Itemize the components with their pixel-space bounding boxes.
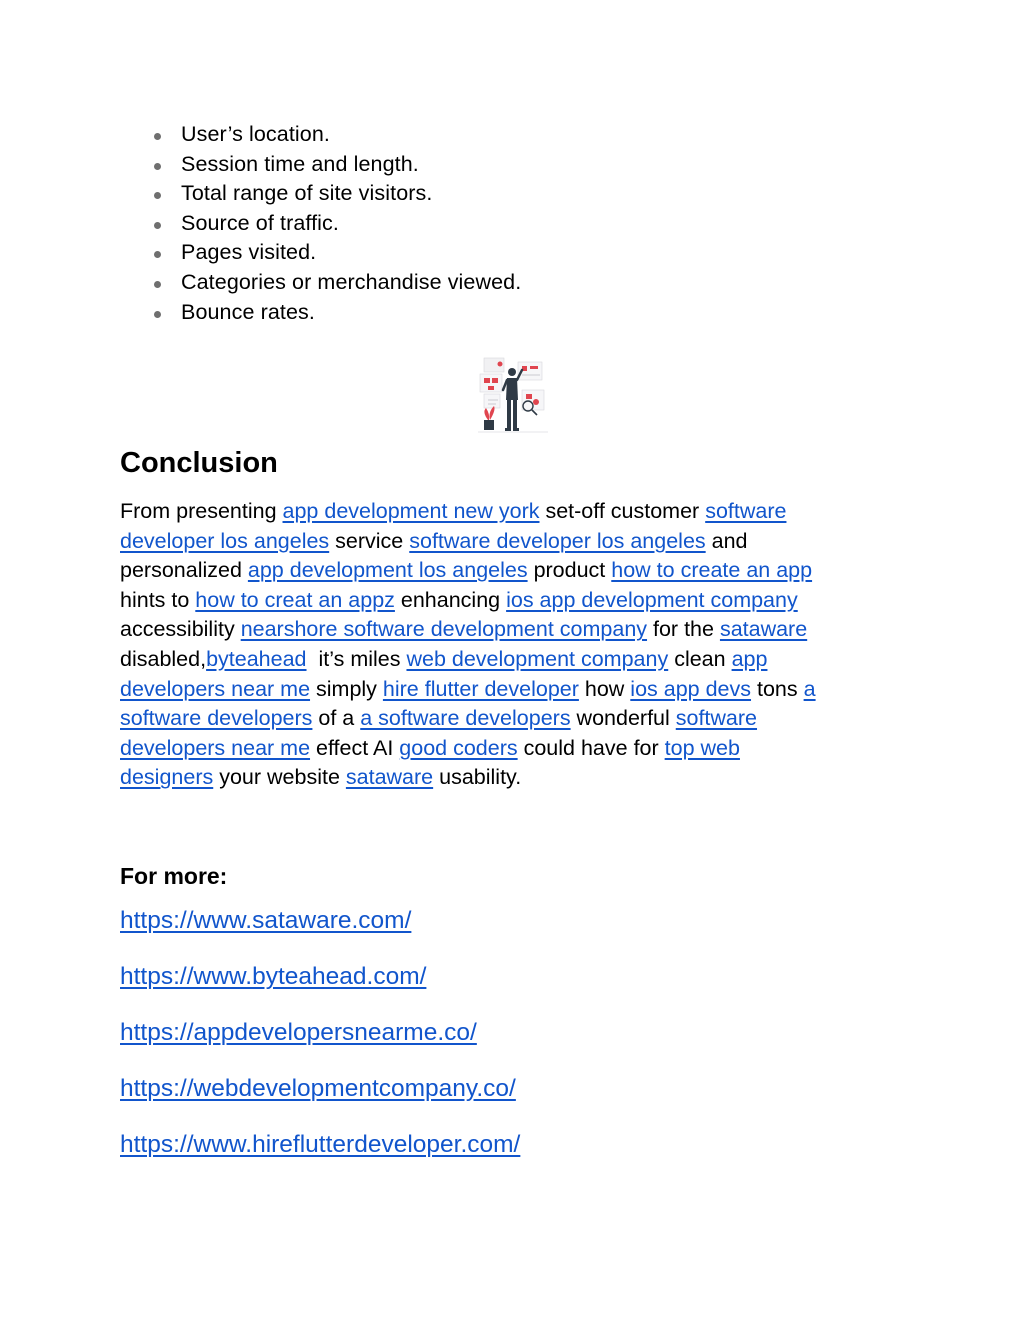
paragraph-text: for the [647,617,720,642]
bullet-dot-icon [154,281,161,288]
analytics-bullet-list [120,120,521,327]
inline-link[interactable]: developers near me [120,735,311,760]
paragraph-line [120,554,910,584]
paragraph-text: service [329,528,410,553]
for-more-heading: For more: [120,863,228,889]
paragraph-text: tons [751,676,804,701]
paragraph-text: usability. [433,765,522,790]
bullet-text: Session time and length. [181,151,419,176]
inline-link[interactable]: app [731,646,768,671]
paragraph-line [120,643,910,673]
paragraph-line [120,613,910,643]
inline-link[interactable]: top web [664,735,740,760]
paragraph-text: of a [312,706,361,731]
paragraph-text: clean [668,646,732,671]
conclusion-paragraph [120,495,910,791]
paragraph-text: and [705,528,748,553]
bullet-item [120,209,521,239]
for-more-link-list [120,902,520,1182]
inline-link[interactable]: hire flutter developer [382,676,579,701]
bullet-dot-icon [154,192,161,199]
bullet-item [120,150,521,180]
bullet-dot-icon [154,251,161,258]
inline-link[interactable]: good coders [399,735,518,760]
inline-link[interactable]: how to creat an appz [195,587,395,612]
bullet-text: Source of traffic. [181,210,339,235]
paragraph-text: effect AI [310,735,400,760]
for-more-item [120,902,520,958]
external-url-link[interactable]: https://www.hireflutterdeveloper.com/ [120,1131,521,1158]
for-more-item [120,1014,520,1070]
inline-link[interactable]: software developers [120,706,313,731]
paragraph-line [120,761,910,791]
paragraph-text: how [578,676,631,701]
bullet-item [120,179,521,209]
inline-link[interactable]: sataware [345,765,434,790]
paragraph-text: it’s miles [306,646,407,671]
bullet-dot-icon [154,133,161,140]
bullet-dot-icon [154,222,161,229]
bullet-item [120,268,521,298]
bullet-text: Total range of site visitors. [181,181,433,206]
external-url-link[interactable]: https://www.sataware.com/ [120,907,412,934]
inline-link[interactable]: a [803,676,816,701]
bullet-text: User’s location. [181,122,330,146]
bullet-text: Categories or merchandise viewed. [181,269,522,294]
paragraph-line [120,525,910,555]
bullet-dot-icon [154,163,161,170]
inline-link[interactable]: developer los angeles [120,528,330,553]
inline-link[interactable]: designers [120,765,214,790]
inline-link[interactable]: software [705,499,787,523]
bullet-dot-icon [154,311,161,318]
paragraph-text: disabled, [120,646,207,671]
bullet-text: Bounce rates. [181,299,315,324]
paragraph-line [120,495,910,525]
inline-link[interactable]: sataware [719,617,808,642]
paragraph-text: product [527,558,612,583]
inline-link[interactable]: nearshore software development company [240,617,648,642]
paragraph-text: accessibility [120,617,241,642]
paragraph-text: your website [213,765,346,790]
external-url-link[interactable]: https://www.byteahead.com/ [120,963,427,990]
paragraph-line [120,584,910,614]
paragraph-line [120,702,910,732]
inline-link[interactable]: developers near me [120,676,311,701]
inline-link[interactable]: byteahead [206,646,307,671]
inline-link[interactable]: app development los angeles [247,558,528,583]
inline-link[interactable]: a software developers [360,706,571,731]
paragraph-text: personalized [120,558,248,583]
external-url-link[interactable]: https://appdevelopersnearme.co/ [120,1019,477,1046]
conclusion-heading: Conclusion [120,447,278,479]
bullet-item [120,238,521,268]
paragraph-text: simply [310,676,383,701]
paragraph-text: set-off customer [539,499,706,523]
for-more-item [120,1126,520,1182]
inline-link[interactable]: app development new york [282,499,540,523]
external-url-link[interactable]: https://webdevelopmentcompany.co/ [120,1075,516,1102]
inline-link[interactable]: ios app devs [630,676,752,701]
for-more-item [120,958,520,1014]
for-more-item [120,1070,520,1126]
paragraph-line [120,673,910,703]
inline-link[interactable]: web development company [406,646,669,671]
inline-link[interactable]: software developer los angeles [409,528,706,553]
inline-link[interactable]: how to create an app [611,558,813,583]
bullet-item [120,298,521,328]
paragraph-text: could have for [517,735,665,760]
paragraph-text: From presenting [120,499,283,523]
paragraph-line [120,732,910,762]
inline-link[interactable]: software [675,706,758,731]
bullet-text: Pages visited. [181,240,317,265]
inline-link[interactable]: ios app development company [506,587,798,612]
paragraph-text: enhancing [394,587,507,612]
analytics-dashboard-illustration [470,350,552,438]
paragraph-text: wonderful [570,706,676,731]
bullet-item [120,120,521,150]
paragraph-text: hints to [120,587,196,612]
